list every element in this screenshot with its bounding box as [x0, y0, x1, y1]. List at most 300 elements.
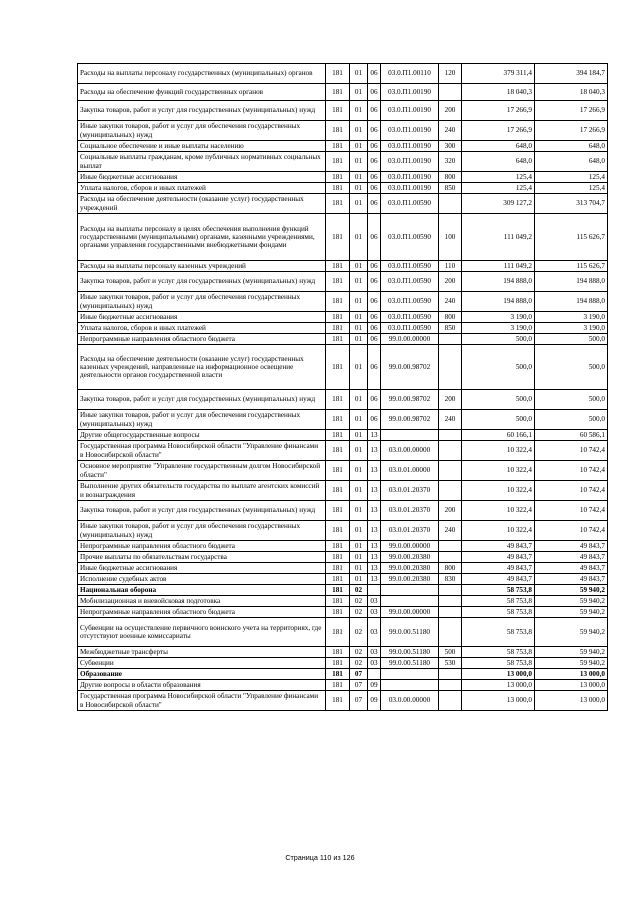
budget-table [77, 63, 608, 711]
row-section: 01 [350, 430, 368, 441]
row-target-article: 99.0.00.98702 [381, 410, 439, 430]
row-amount-year1: 17 266,9 [462, 121, 535, 141]
row-grbs: 181 [326, 261, 350, 272]
row-target-article: 03.0.01.00000 [381, 461, 439, 481]
row-target-article: 03.0.П1.00590 [381, 272, 439, 292]
row-amount-year1: 58 753,8 [462, 647, 535, 658]
table-row [78, 390, 608, 410]
row-amount-year1: 194 888,0 [462, 272, 535, 292]
row-target-article: 03.0.П1.00590 [381, 261, 439, 272]
row-amount-year1: 49 843,7 [462, 563, 535, 574]
row-subsection: 06 [368, 390, 381, 410]
row-grbs: 181 [326, 481, 350, 501]
row-amount-year1: 17 266,9 [462, 101, 535, 121]
row-name: Государственная программа Новосибирской области "Управление финансами в Новосибирской области" [78, 691, 326, 711]
row-section: 02 [350, 658, 368, 669]
row-subsection: 06 [368, 345, 381, 390]
row-name: Межбюджетные трансферты [78, 647, 326, 658]
table-row [78, 563, 608, 574]
row-amount-year2: 59 940,2 [535, 596, 608, 607]
row-section: 01 [350, 563, 368, 574]
table-row [78, 323, 608, 334]
row-grbs: 181 [326, 183, 350, 194]
table-row [78, 194, 608, 214]
row-section: 01 [350, 521, 368, 541]
row-amount-year1: 58 753,8 [462, 596, 535, 607]
row-section: 01 [350, 334, 368, 345]
row-expense-type: 800 [439, 563, 462, 574]
table-row [78, 618, 608, 647]
table-row [78, 441, 608, 461]
row-section: 01 [350, 172, 368, 183]
row-target-article: 03.0.П1.00190 [381, 141, 439, 152]
row-name: Закупка товаров, работ и услуг для государственных (муниципальных) нужд [78, 501, 326, 521]
row-amount-year2: 115 626,7 [535, 214, 608, 261]
row-section: 01 [350, 292, 368, 312]
row-target-article: 03.0.П1.00590 [381, 292, 439, 312]
row-subsection: 03 [368, 596, 381, 607]
row-amount-year1: 500,0 [462, 390, 535, 410]
row-expense-type: 830 [439, 574, 462, 585]
row-amount-year2: 59 940,2 [535, 607, 608, 618]
row-target-article [381, 680, 439, 691]
row-grbs: 181 [326, 658, 350, 669]
row-amount-year1: 111 049,2 [462, 261, 535, 272]
row-grbs: 181 [326, 441, 350, 461]
row-subsection: 06 [368, 194, 381, 214]
row-section: 01 [350, 552, 368, 563]
row-expense-type [439, 596, 462, 607]
row-amount-year1: 58 753,8 [462, 618, 535, 647]
row-amount-year2: 49 843,7 [535, 574, 608, 585]
row-amount-year1: 648,0 [462, 141, 535, 152]
table-row [78, 552, 608, 563]
table-row [78, 658, 608, 669]
row-grbs: 181 [326, 552, 350, 563]
row-target-article: 99.0.00.20380 [381, 574, 439, 585]
row-expense-type: 200 [439, 101, 462, 121]
row-amount-year1: 13 000,0 [462, 680, 535, 691]
row-amount-year2: 394 184,7 [535, 64, 608, 84]
row-amount-year2: 3 190,0 [535, 323, 608, 334]
row-amount-year2: 17 266,9 [535, 101, 608, 121]
row-amount-year1: 379 311,4 [462, 64, 535, 84]
row-grbs: 181 [326, 691, 350, 711]
row-subsection: 03 [368, 658, 381, 669]
row-subsection: 13 [368, 552, 381, 563]
row-target-article: 03.0.П1.00190 [381, 172, 439, 183]
row-name: Расходы на выплаты персоналу в целях обеспечения выполнения функций государственными (муниципальными) органами, казенными учреждениями, органами управления государственными внебюджетными фондами [78, 214, 326, 261]
row-amount-year1: 10 322,4 [462, 441, 535, 461]
row-amount-year2: 3 190,0 [535, 312, 608, 323]
table-row [78, 585, 608, 596]
row-expense-type: 200 [439, 390, 462, 410]
row-subsection: 09 [368, 680, 381, 691]
row-grbs: 181 [326, 141, 350, 152]
row-target-article: 99.0.00.51180 [381, 658, 439, 669]
row-amount-year1: 58 753,8 [462, 607, 535, 618]
row-amount-year2: 648,0 [535, 152, 608, 172]
table-row [78, 541, 608, 552]
row-expense-type: 530 [439, 658, 462, 669]
row-grbs: 181 [326, 541, 350, 552]
row-name: Иные закупки товаров, работ и услуг для обеспечения государственных (муниципальных) нужд [78, 121, 326, 141]
row-target-article: 03.0.П1.00590 [381, 194, 439, 214]
row-expense-type: 800 [439, 312, 462, 323]
row-subsection: 06 [368, 261, 381, 272]
table-row [78, 101, 608, 121]
row-expense-type: 240 [439, 121, 462, 141]
row-name: Уплата налогов, сборов и иных платежей [78, 183, 326, 194]
row-subsection: 13 [368, 574, 381, 585]
row-name: Уплата налогов, сборов и иных платежей [78, 323, 326, 334]
row-section: 01 [350, 312, 368, 323]
row-target-article: 03.0.П1.00590 [381, 312, 439, 323]
table-row [78, 430, 608, 441]
row-grbs: 181 [326, 152, 350, 172]
row-amount-year1: 648,0 [462, 152, 535, 172]
row-subsection: 13 [368, 441, 381, 461]
row-section: 01 [350, 390, 368, 410]
row-target-article: 99.0.00.00000 [381, 541, 439, 552]
row-subsection: 03 [368, 618, 381, 647]
row-subsection: 13 [368, 481, 381, 501]
row-amount-year1: 500,0 [462, 334, 535, 345]
row-section: 07 [350, 680, 368, 691]
table-row [78, 272, 608, 292]
row-target-article: 03.0.П1.00190 [381, 183, 439, 194]
row-target-article [381, 669, 439, 680]
row-section: 01 [350, 152, 368, 172]
row-amount-year1: 49 843,7 [462, 552, 535, 563]
row-target-article [381, 596, 439, 607]
row-subsection: 13 [368, 521, 381, 541]
row-grbs: 181 [326, 323, 350, 334]
row-amount-year2: 59 940,2 [535, 647, 608, 658]
row-section: 07 [350, 669, 368, 680]
row-target-article: 99.0.00.98702 [381, 390, 439, 410]
row-expense-type [439, 430, 462, 441]
row-expense-type [439, 461, 462, 481]
row-section: 01 [350, 101, 368, 121]
row-expense-type [439, 541, 462, 552]
row-amount-year1: 13 000,0 [462, 691, 535, 711]
row-grbs: 181 [326, 430, 350, 441]
row-amount-year2: 13 000,0 [535, 691, 608, 711]
row-amount-year1: 18 040,3 [462, 84, 535, 101]
row-amount-year2: 10 742,4 [535, 481, 608, 501]
table-row [78, 64, 608, 84]
row-target-article: 03.0.01.20370 [381, 521, 439, 541]
row-target-article: 03.0.П1.00190 [381, 101, 439, 121]
table-row [78, 481, 608, 501]
row-amount-year1: 10 322,4 [462, 481, 535, 501]
row-name: Закупка товаров, работ и услуг для государственных (муниципальных) нужд [78, 390, 326, 410]
row-name: Социальные выплаты гражданам, кроме публичных нормативных социальных выплат [78, 152, 326, 172]
row-amount-year2: 194 888,0 [535, 292, 608, 312]
row-target-article: 99.0.00.20380 [381, 552, 439, 563]
row-target-article: 03.0.П1.00110 [381, 64, 439, 84]
row-subsection: 06 [368, 272, 381, 292]
row-target-article: 99.0.00.00000 [381, 334, 439, 345]
row-amount-year1: 3 190,0 [462, 323, 535, 334]
table-row [78, 312, 608, 323]
row-section: 01 [350, 261, 368, 272]
row-grbs: 181 [326, 669, 350, 680]
row-section: 01 [350, 501, 368, 521]
row-expense-type: 320 [439, 152, 462, 172]
row-name: Расходы на обеспечение функций государственных органов [78, 84, 326, 101]
row-grbs: 181 [326, 334, 350, 345]
table-row [78, 152, 608, 172]
row-expense-type: 800 [439, 172, 462, 183]
row-section: 02 [350, 585, 368, 596]
row-grbs: 181 [326, 101, 350, 121]
row-amount-year2: 10 742,4 [535, 521, 608, 541]
row-amount-year2: 194 888,0 [535, 272, 608, 292]
table-row [78, 461, 608, 481]
row-amount-year1: 111 049,2 [462, 214, 535, 261]
row-section: 01 [350, 141, 368, 152]
row-name: Иные бюджетные ассигнования [78, 312, 326, 323]
row-expense-type: 850 [439, 183, 462, 194]
row-subsection: 06 [368, 121, 381, 141]
row-amount-year1: 10 322,4 [462, 501, 535, 521]
row-expense-type [439, 669, 462, 680]
row-amount-year2: 49 843,7 [535, 541, 608, 552]
row-target-article: 99.0.00.51180 [381, 618, 439, 647]
row-subsection: 06 [368, 410, 381, 430]
row-amount-year2: 13 000,0 [535, 669, 608, 680]
row-amount-year2: 125,4 [535, 183, 608, 194]
row-grbs: 181 [326, 501, 350, 521]
row-amount-year2: 10 742,4 [535, 501, 608, 521]
row-amount-year2: 10 742,4 [535, 461, 608, 481]
row-grbs: 181 [326, 312, 350, 323]
row-amount-year1: 13 000,0 [462, 669, 535, 680]
row-subsection: 06 [368, 334, 381, 345]
table-row [78, 84, 608, 101]
row-amount-year1: 3 190,0 [462, 312, 535, 323]
row-amount-year2: 115 626,7 [535, 261, 608, 272]
row-grbs: 181 [326, 121, 350, 141]
table-row [78, 596, 608, 607]
row-subsection: 09 [368, 691, 381, 711]
row-section: 01 [350, 541, 368, 552]
row-expense-type [439, 585, 462, 596]
row-section: 01 [350, 214, 368, 261]
table-body [78, 64, 608, 711]
table-row [78, 121, 608, 141]
row-amount-year1: 500,0 [462, 345, 535, 390]
row-expense-type: 240 [439, 521, 462, 541]
row-amount-year1: 194 888,0 [462, 292, 535, 312]
row-subsection: 03 [368, 647, 381, 658]
row-target-article: 99.0.00.51180 [381, 647, 439, 658]
row-section: 01 [350, 345, 368, 390]
row-target-article: 03.0.П1.00190 [381, 84, 439, 101]
row-grbs: 181 [326, 292, 350, 312]
row-grbs: 181 [326, 596, 350, 607]
row-grbs: 181 [326, 345, 350, 390]
row-subsection: 03 [368, 607, 381, 618]
row-name: Иные закупки товаров, работ и услуг для обеспечения государственных (муниципальных) нужд [78, 410, 326, 430]
row-amount-year2: 60 586,1 [535, 430, 608, 441]
row-section: 01 [350, 481, 368, 501]
row-amount-year1: 10 322,4 [462, 461, 535, 481]
row-expense-type [439, 691, 462, 711]
row-amount-year2: 59 940,2 [535, 618, 608, 647]
row-target-article [381, 585, 439, 596]
table-row [78, 334, 608, 345]
row-target-article: 03.0.П1.00190 [381, 121, 439, 141]
row-grbs: 181 [326, 64, 350, 84]
row-expense-type [439, 680, 462, 691]
row-grbs: 181 [326, 84, 350, 101]
row-name: Мобилизационная и вневойсковая подготовка [78, 596, 326, 607]
row-amount-year1: 58 753,8 [462, 585, 535, 596]
row-expense-type [439, 334, 462, 345]
row-grbs: 181 [326, 585, 350, 596]
row-name: Социальное обеспечение и иные выплаты населению [78, 141, 326, 152]
row-name: Другие вопросы в области образования [78, 680, 326, 691]
row-amount-year2: 500,0 [535, 345, 608, 390]
row-grbs: 181 [326, 607, 350, 618]
row-section: 01 [350, 461, 368, 481]
row-subsection: 13 [368, 461, 381, 481]
row-grbs: 181 [326, 574, 350, 585]
row-section: 02 [350, 618, 368, 647]
row-amount-year2: 49 843,7 [535, 552, 608, 563]
row-amount-year1: 125,4 [462, 172, 535, 183]
row-subsection: 13 [368, 430, 381, 441]
row-name: Основное мероприятие "Управление государственным долгом Новосибирской области" [78, 461, 326, 481]
row-target-article [381, 430, 439, 441]
row-section: 01 [350, 272, 368, 292]
row-name: Непрограммные направления областного бюджета [78, 334, 326, 345]
table-row [78, 607, 608, 618]
row-amount-year2: 648,0 [535, 141, 608, 152]
row-subsection: 06 [368, 323, 381, 334]
table-row [78, 214, 608, 261]
row-amount-year2: 500,0 [535, 410, 608, 430]
row-expense-type [439, 481, 462, 501]
row-section: 02 [350, 647, 368, 658]
row-name: Прочие выплаты по обязательствам государства [78, 552, 326, 563]
row-amount-year2: 59 940,2 [535, 658, 608, 669]
row-amount-year1: 60 166,1 [462, 430, 535, 441]
row-amount-year2: 59 940,2 [535, 585, 608, 596]
row-name: Субвенции [78, 658, 326, 669]
row-grbs: 181 [326, 272, 350, 292]
table-row [78, 574, 608, 585]
page-number: Страница 110 из 126 [285, 853, 355, 862]
row-name: Иные бюджетные ассигнования [78, 563, 326, 574]
row-section: 01 [350, 410, 368, 430]
row-expense-type: 120 [439, 64, 462, 84]
row-target-article: 03.0.00.00000 [381, 691, 439, 711]
row-grbs: 181 [326, 563, 350, 574]
row-target-article: 03.0.П1.00590 [381, 214, 439, 261]
row-section: 07 [350, 691, 368, 711]
row-amount-year2: 313 704,7 [535, 194, 608, 214]
row-section: 01 [350, 574, 368, 585]
row-expense-type [439, 618, 462, 647]
row-expense-type: 100 [439, 214, 462, 261]
row-expense-type [439, 552, 462, 563]
row-target-article: 03.0.00.00000 [381, 441, 439, 461]
row-grbs: 181 [326, 647, 350, 658]
row-name: Выполнение других обязательств государства по выплате агентских комиссий и вознаграждения [78, 481, 326, 501]
row-expense-type [439, 441, 462, 461]
table-row [78, 680, 608, 691]
row-grbs: 181 [326, 194, 350, 214]
row-section: 01 [350, 194, 368, 214]
row-amount-year1: 10 322,4 [462, 521, 535, 541]
row-target-article: 03.0.01.20370 [381, 501, 439, 521]
row-target-article: 99.0.00.20380 [381, 563, 439, 574]
row-amount-year1: 309 127,2 [462, 194, 535, 214]
row-section: 02 [350, 596, 368, 607]
row-target-article: 03.0.П1.00590 [381, 323, 439, 334]
row-expense-type [439, 194, 462, 214]
table-row [78, 141, 608, 152]
row-name: Расходы на выплаты персоналу казенных учреждений [78, 261, 326, 272]
row-name: Расходы на обеспечение деятельности (оказание услуг) государственных учреждений [78, 194, 326, 214]
row-amount-year2: 500,0 [535, 390, 608, 410]
row-grbs: 181 [326, 461, 350, 481]
row-name: Закупка товаров, работ и услуг для государственных (муниципальных) нужд [78, 101, 326, 121]
row-amount-year2: 13 000,0 [535, 680, 608, 691]
row-expense-type [439, 84, 462, 101]
row-grbs: 181 [326, 618, 350, 647]
table-row [78, 521, 608, 541]
row-expense-type [439, 607, 462, 618]
row-expense-type: 500 [439, 647, 462, 658]
row-section: 02 [350, 607, 368, 618]
row-name: Другие общегосударственные вопросы [78, 430, 326, 441]
row-amount-year2: 49 843,7 [535, 563, 608, 574]
row-expense-type: 110 [439, 261, 462, 272]
row-expense-type: 200 [439, 501, 462, 521]
row-expense-type: 850 [439, 323, 462, 334]
row-section: 01 [350, 121, 368, 141]
row-grbs: 181 [326, 390, 350, 410]
row-name: Закупка товаров, работ и услуг для государственных (муниципальных) нужд [78, 272, 326, 292]
table-row [78, 172, 608, 183]
row-subsection: 13 [368, 501, 381, 521]
row-amount-year1: 49 843,7 [462, 541, 535, 552]
row-amount-year2: 125,4 [535, 172, 608, 183]
table-row [78, 501, 608, 521]
row-amount-year1: 125,4 [462, 183, 535, 194]
row-target-article: 99.0.00.00000 [381, 607, 439, 618]
table-row [78, 669, 608, 680]
row-amount-year2: 500,0 [535, 334, 608, 345]
table-row [78, 345, 608, 390]
row-name: Образование [78, 669, 326, 680]
table-row [78, 261, 608, 272]
row-expense-type: 240 [439, 292, 462, 312]
row-name: Расходы на обеспечение деятельности (оказание услуг) государственных казенных учреждений, направленные на информационное освещение деятельности органов государственной власти [78, 345, 326, 390]
table-row [78, 183, 608, 194]
row-subsection: 06 [368, 292, 381, 312]
row-target-article: 03.0.01.20370 [381, 481, 439, 501]
row-name: Субвенции на осуществление первичного воинского учета на территориях, где отсутствуют военные комиссариаты [78, 618, 326, 647]
row-subsection: 06 [368, 84, 381, 101]
row-expense-type: 300 [439, 141, 462, 152]
row-expense-type [439, 345, 462, 390]
